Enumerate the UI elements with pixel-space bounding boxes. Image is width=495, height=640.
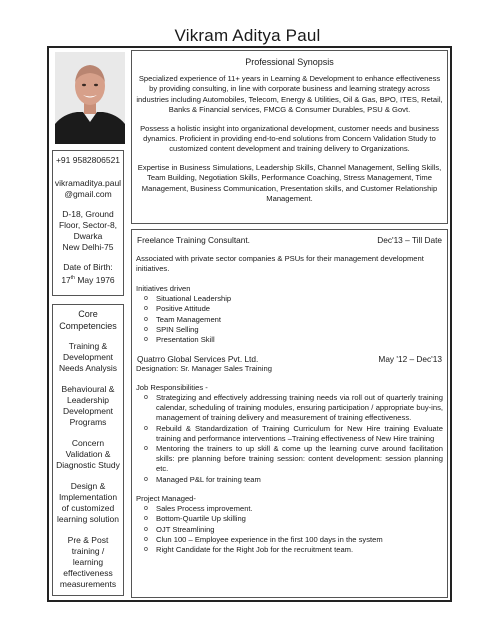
job-description: Associated with private sector companies & PSUs for their management development initiatives. <box>136 254 424 274</box>
list-item: o Mentoring the trainers to up skill & come up the learning curve around facilitation skills: pre planning before training session: content development: session planning etc. <box>144 444 443 475</box>
list-item: o Right Candidate for the Right Job for the recruitment team. <box>144 545 443 555</box>
responsibilities-label: Job Responsibilities - <box>136 382 208 392</box>
list-item: o Rebuild & Standardization of Training Curriculum for New Hire training Evaluate training and performance interventions –Training effectiveness of New Hire training <box>144 424 443 444</box>
competency-line: Training & <box>68 341 108 351</box>
list-item: o Clun 100 – Employee experience in the first 100 days in the system <box>144 535 443 545</box>
projects-list <box>132 504 447 555</box>
email-line-1: vikramaditya.paul <box>54 178 122 188</box>
portrait-image <box>55 52 125 144</box>
job-title: Quatrro Global Services Pvt. Ltd. <box>137 354 259 365</box>
projects-label: Project Managed- <box>136 493 196 503</box>
competency-line: training / <box>71 546 105 556</box>
address-line: D-18, Ground <box>62 209 114 219</box>
competency-line: Concern <box>71 438 105 448</box>
competency-line: Needs Analysis <box>58 363 118 373</box>
job-designation: Designation: Sr. Manager Sales Training <box>136 364 272 374</box>
competency-line: effectiveness <box>63 568 113 578</box>
competency-line: Leadership <box>66 395 110 405</box>
initiatives-list <box>132 294 447 345</box>
competency-line: learning solution <box>57 514 119 524</box>
address-line: Dwarka <box>73 231 103 241</box>
address-line: Floor, Sector-8, <box>58 220 118 230</box>
competencies-title: Competencies <box>59 321 117 331</box>
list-item: o Sales Process improvement. <box>144 504 443 514</box>
initiatives-label: Initiatives driven <box>136 283 191 293</box>
competency-line: of customized <box>61 503 115 513</box>
contact-box <box>52 150 124 296</box>
job-dates: May '12 – Dec'13 <box>378 354 442 365</box>
competencies-title: Core <box>78 309 98 319</box>
job-header <box>132 354 447 364</box>
list-item: o Bottom-Quartile Up skilling <box>144 514 443 524</box>
resume-name: Vikram Aditya Paul <box>174 26 321 45</box>
synopsis-paragraph: Specialized experience of 11+ years in Learning & Development to enhance effectiveness by providing consulting, in line with corporate business and learning strategy across industries including Automobiles, Telecom, Energy & Utilities, Oil & Gas, BPO, ITES, Retail, Banks & Financial services, FMCG & Consumer Durables, PSU & Govt. <box>136 74 443 115</box>
synopsis-paragraph: Possess a holistic insight into organizational development, customer needs and business dynamics. Proficient in providing end-to-end solutions from Concern Validation Study to customized content development and training delivery to Organizations. <box>140 123 439 154</box>
competency-line: Design & <box>70 481 106 491</box>
list-item: o SPIN Selling <box>144 325 443 335</box>
competency-line: Validation & <box>65 449 111 459</box>
synopsis-paragraph: Expertise in Business Simulations, Leadership Skills, Channel Management, Selling Skills, Team Building, Negotiation Skills, Performance Coaching, Stress Management, Time Management, Business Communication, Presentation skills, and Customer Relationship Management. <box>137 162 442 204</box>
dob-label: Date of Birth: <box>63 262 113 272</box>
profile-photo <box>55 52 125 144</box>
address-line: New Delhi-75 <box>62 242 114 252</box>
competency-line: Development <box>62 352 114 362</box>
competency-item <box>53 384 123 428</box>
list-item: o OJT Streamlining <box>144 525 443 535</box>
competency-line: Diagnostic Study <box>56 460 120 470</box>
competency-line: Pre & Post <box>67 535 109 545</box>
list-item: o Presentation Skill <box>144 335 443 345</box>
competency-line: Development <box>62 406 114 416</box>
list-item: o Situational Leadership <box>144 294 443 304</box>
list-item: o Positive Attitude <box>144 304 443 314</box>
job-header <box>132 235 447 245</box>
competencies-box <box>52 304 124 596</box>
competency-line: learning <box>72 557 104 567</box>
list-item: o Managed P&L for training team <box>144 475 443 485</box>
job-dates: Dec'13 – Till Date <box>377 235 442 245</box>
competency-item <box>53 438 123 471</box>
list-item: o Strategizing and effectively addressing training needs via roll out of quarterly training calendar, scheduling of training modules, ensuring participation / appropriate buy-ins, management of training delivery and measurement of training effectiveness. <box>144 393 443 424</box>
competency-line: Implementation <box>58 492 118 502</box>
competency-item <box>53 535 123 590</box>
dob-value: 17th May 1976 <box>61 274 115 285</box>
competency-line: Behavioural & <box>61 384 115 394</box>
email-line-2: @gmail.com <box>64 189 112 199</box>
competency-item <box>53 341 123 374</box>
competency-item <box>53 481 123 525</box>
competency-line: Programs <box>69 417 107 427</box>
list-item: o Team Management <box>144 315 443 325</box>
experience-box <box>131 229 448 598</box>
synopsis-title: Professional Synopsis <box>245 57 334 67</box>
responsibilities-list <box>132 393 447 485</box>
synopsis-box <box>131 50 448 224</box>
job-title: Freelance Training Consultant. <box>137 235 250 245</box>
phone-number: +91 9582806521 <box>55 155 121 165</box>
competency-line: measurements <box>59 579 117 589</box>
